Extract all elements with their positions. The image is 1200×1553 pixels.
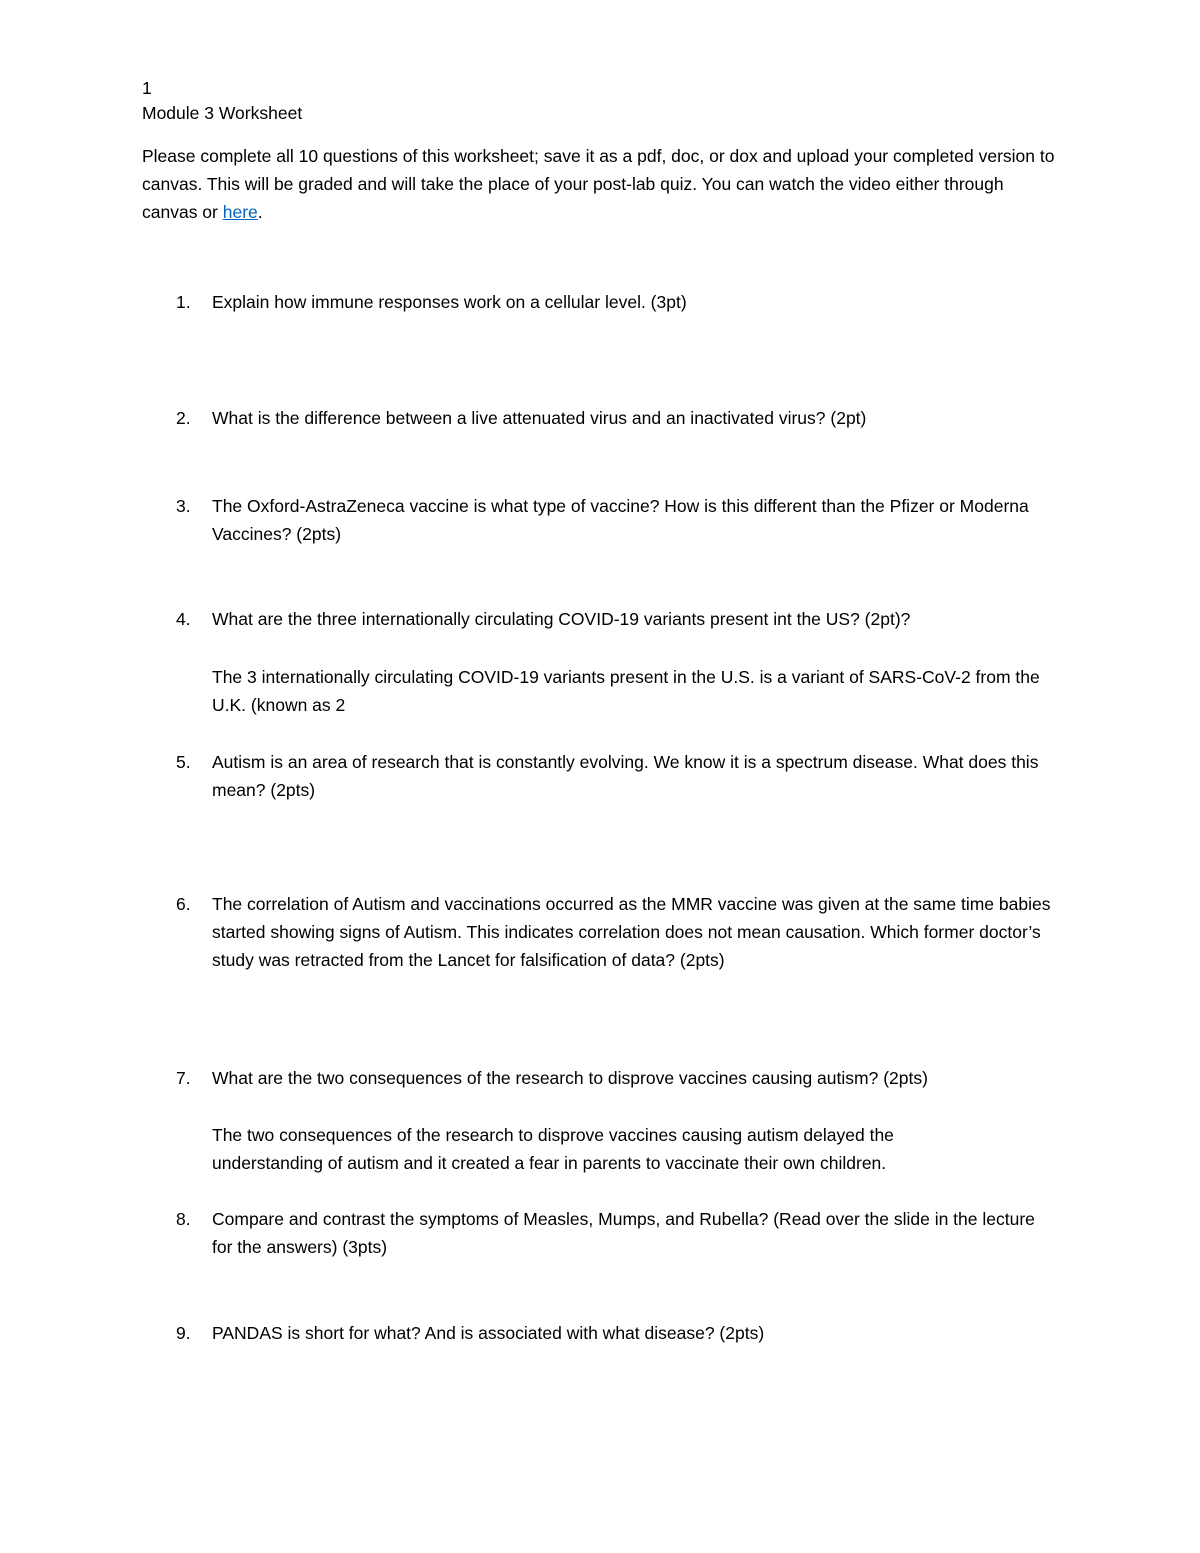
- question-text: Compare and contrast the symptoms of Measles, Mumps, and Rubella? (Read over the slide in the lecture for the answers) (3pts): [212, 1209, 1035, 1257]
- question-text: PANDAS is short for what? And is associated with what disease? (2pts): [212, 1323, 765, 1343]
- instructions-end: .: [257, 202, 263, 222]
- page-title: Module 3 Worksheet: [142, 103, 303, 123]
- question-number: 5.: [176, 752, 191, 772]
- question-text: What is the difference between a live attenuated virus and an inactivated virus? (2pt): [212, 408, 867, 428]
- instructions-paragraph: [142, 142, 1062, 226]
- question-8: [176, 1205, 1056, 1261]
- question-6: [176, 890, 1066, 974]
- video-link[interactable]: here: [222, 202, 258, 222]
- instructions-text: Please complete all 10 questions of this worksheet; save it as a pdf, doc, or dox and upload your completed version to canvas. This will be graded and will take the place of your post-lab quiz. You can watch the video either through canvas or: [142, 146, 1055, 222]
- question-1: [176, 288, 1076, 316]
- question-2: [176, 404, 1076, 432]
- question-text: Explain how immune responses work on a cellular level. (3pt): [212, 292, 687, 312]
- question-9: [176, 1319, 1076, 1347]
- question-text: What are the two consequences of the research to disprove vaccines causing autism? (2pts): [212, 1068, 928, 1088]
- answer-7: The two consequences of the research to disprove vaccines causing autism delayed the understanding of autism and it created a fear in parents to vaccinate their own children.: [212, 1125, 894, 1173]
- question-number: 8.: [176, 1209, 191, 1229]
- question-number: 2.: [176, 408, 191, 428]
- question-number: 1.: [176, 292, 191, 312]
- question-3: [176, 492, 1056, 548]
- question-number: 9.: [176, 1323, 191, 1343]
- question-text: What are the three internationally circulating COVID-19 variants present int the US? (2pt)?: [212, 609, 911, 629]
- question-text: The Oxford-AstraZeneca vaccine is what type of vaccine? How is this different than the Pfizer or Moderna Vaccines? (2pts): [212, 496, 1029, 544]
- question-number: 4.: [176, 609, 191, 629]
- question-number: 6.: [176, 894, 191, 914]
- question-text: Autism is an area of research that is constantly evolving. We know it is a spectrum disease. What does this mean? (2pts): [212, 752, 1039, 800]
- question-text: The correlation of Autism and vaccinations occurred as the MMR vaccine was given at the same time babies started showing signs of Autism. This indicates correlation does not mean causation. Which former doctor’s study was retracted from the Lancet for falsification of data? (2pts): [212, 894, 1051, 970]
- question-7: [176, 1064, 1076, 1092]
- question-5: [176, 748, 1066, 804]
- question-number: 3.: [176, 496, 191, 516]
- answer-4: The 3 internationally circulating COVID-19 variants present in the U.S. is a variant of SARS-CoV-2 from the U.K. (known as 2: [212, 667, 1040, 715]
- page-number: 1: [142, 78, 152, 98]
- question-number: 7.: [176, 1068, 191, 1088]
- question-4: [176, 605, 1076, 633]
